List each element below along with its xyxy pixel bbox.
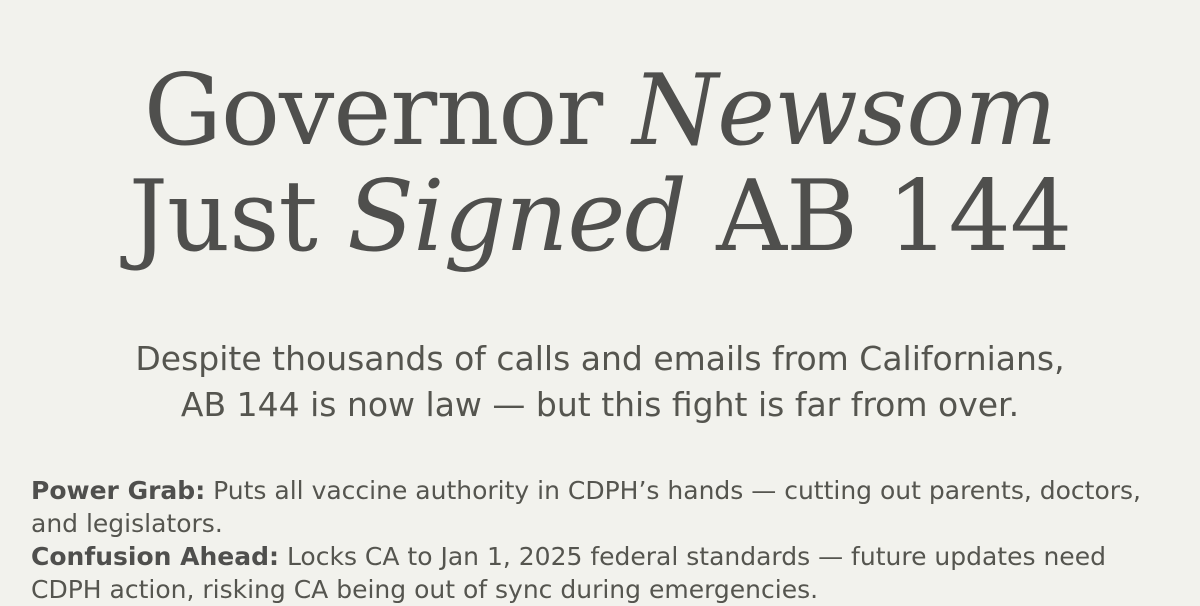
key-point-label: Confusion Ahead: (31, 542, 279, 571)
headline-governor: Governor (143, 54, 633, 168)
subtitle (0, 336, 1200, 428)
headline-ab144: AB 144 (686, 160, 1072, 274)
headline-just: Just (128, 160, 347, 274)
key-point-text: Puts all vaccine authority in CDPH’s hands — cutting out parents, doctors, and legislators. (31, 476, 1142, 538)
key-points-list (31, 474, 1181, 606)
key-point-power-grab (31, 474, 1181, 540)
headline-line-2 (0, 160, 1200, 274)
headline-signed: Signed (347, 160, 687, 274)
key-point-text: Locks CA to Jan 1, 2025 federal standards — future updates need CDPH action, risking CA being out of sync during emergencies. (31, 542, 1106, 604)
headline-line-1 (0, 54, 1200, 168)
subtitle-line-2: AB 144 is now law — but this fight is far from over. (180, 385, 1020, 424)
key-point-label: Power Grab: (31, 476, 206, 505)
subtitle-line-1: Despite thousands of calls and emails from Californians, (135, 339, 1065, 378)
headline (0, 54, 1200, 274)
key-point-confusion-ahead (31, 540, 1181, 606)
headline-newsom: Newsom (632, 54, 1057, 168)
